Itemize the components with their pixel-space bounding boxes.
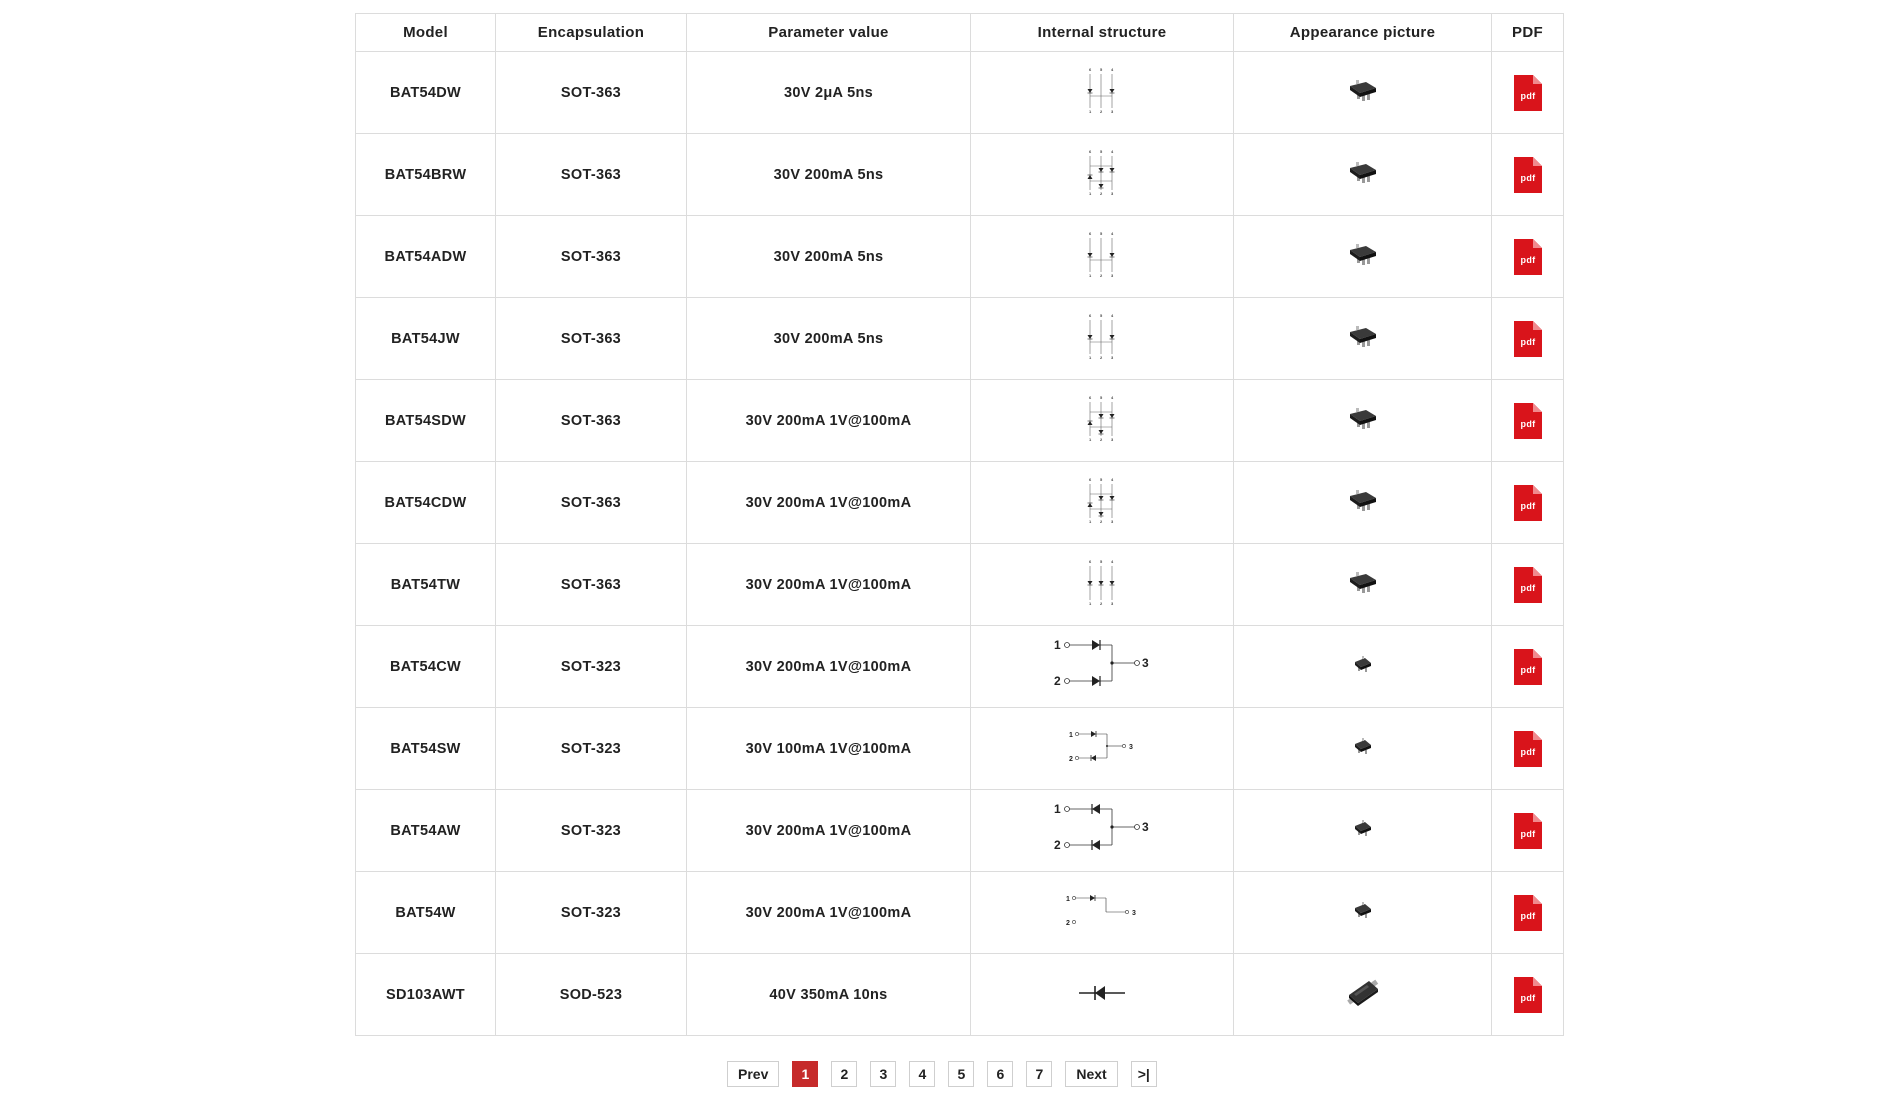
- page-button-6[interactable]: 6: [987, 1061, 1013, 1087]
- encapsulation-value: SOT-363: [560, 576, 622, 593]
- model-value: BAT54TW: [390, 576, 461, 593]
- pdf-cell: [1492, 708, 1564, 790]
- parameter-cell: [687, 790, 971, 872]
- svg-text:3: 3: [1111, 272, 1114, 278]
- svg-text:4: 4: [1111, 394, 1114, 400]
- svg-text:5: 5: [1100, 476, 1103, 482]
- pdf-download-icon[interactable]: [1514, 239, 1542, 275]
- sot363-chip-icon: [1348, 324, 1378, 354]
- parameter-value: 30V 200mA 5ns: [773, 330, 884, 347]
- dual-diode-schematic-icon: [1086, 312, 1118, 366]
- svg-text:4: 4: [1111, 230, 1114, 236]
- parameter-cell: [687, 954, 971, 1036]
- parameter-cell: [687, 52, 971, 134]
- parameter-value: 30V 200mA 5ns: [773, 166, 884, 183]
- table-row: [356, 954, 1564, 1036]
- pdf-download-icon[interactable]: [1514, 895, 1542, 931]
- parameter-value: 30V 200mA 1V@100mA: [745, 494, 912, 511]
- svg-text:6: 6: [1089, 148, 1092, 154]
- svg-text:pdf: pdf: [1520, 336, 1535, 347]
- svg-text:3: 3: [1111, 518, 1114, 524]
- table-row: [356, 298, 1564, 380]
- prev-page-button[interactable]: Prev: [727, 1061, 779, 1087]
- parameter-value: 30V 200mA 1V@100mA: [745, 822, 912, 839]
- single-diode-schematic-icon: [1064, 893, 1140, 933]
- appearance-cell: [1234, 134, 1492, 216]
- svg-text:1: 1: [1089, 272, 1092, 278]
- svg-text:5: 5: [1100, 312, 1103, 318]
- pdf-download-icon[interactable]: [1514, 321, 1542, 357]
- table-row: [356, 462, 1564, 544]
- page-button-2[interactable]: 2: [831, 1061, 857, 1087]
- pdf-cell: [1492, 216, 1564, 298]
- svg-text:3: 3: [1111, 354, 1114, 360]
- table-row: [356, 134, 1564, 216]
- model-value: SD103AWT: [386, 986, 465, 1003]
- encapsulation-value: SOT-323: [560, 740, 622, 757]
- svg-text:6: 6: [1089, 394, 1092, 400]
- triple-diode-schematic-icon: [1086, 558, 1118, 612]
- structure-cell: [971, 790, 1234, 872]
- header-pdf: PDF: [1492, 14, 1564, 52]
- svg-text:4: 4: [1111, 66, 1114, 72]
- svg-text:1: 1: [1054, 802, 1061, 816]
- parameter-cell: [687, 298, 971, 380]
- pdf-cell: [1492, 298, 1564, 380]
- model-cell: [356, 216, 496, 298]
- encapsulation-value: SOT-363: [560, 166, 622, 183]
- parameter-cell: [687, 380, 971, 462]
- sot363-chip-icon: [1348, 570, 1378, 600]
- appearance-cell: [1234, 462, 1492, 544]
- structure-cell: [971, 954, 1234, 1036]
- sot323-chip-icon: [1353, 902, 1373, 924]
- parameter-value: 30V 200mA 1V@100mA: [745, 658, 912, 675]
- encapsulation-cell: [496, 462, 687, 544]
- structure-cell: [971, 708, 1234, 790]
- svg-text:2: 2: [1100, 108, 1103, 114]
- header-appearance-picture: Appearance picture: [1234, 14, 1492, 52]
- svg-text:pdf: pdf: [1520, 910, 1535, 921]
- svg-text:pdf: pdf: [1520, 664, 1535, 675]
- svg-text:3: 3: [1142, 819, 1149, 834]
- encapsulation-value: SOT-363: [560, 494, 622, 511]
- pdf-download-icon[interactable]: [1514, 75, 1542, 111]
- parameter-cell: [687, 216, 971, 298]
- svg-text:2: 2: [1100, 272, 1103, 278]
- encapsulation-value: SOT-363: [560, 412, 622, 429]
- model-value: BAT54CW: [389, 658, 462, 675]
- encapsulation-value: SOT-363: [560, 248, 622, 265]
- svg-text:4: 4: [1111, 312, 1114, 318]
- pdf-cell: [1492, 134, 1564, 216]
- structure-cell: [971, 216, 1234, 298]
- encapsulation-cell: [496, 52, 687, 134]
- model-value: BAT54AW: [390, 822, 461, 839]
- structure-cell: [971, 298, 1234, 380]
- model-value: BAT54BRW: [384, 166, 467, 183]
- parameter-value: 40V 350mA 10ns: [769, 986, 888, 1003]
- svg-text:6: 6: [1089, 230, 1092, 236]
- common-anode-schematic-icon: [1052, 803, 1152, 859]
- series-diode-schematic-icon: [1067, 729, 1137, 769]
- header-parameter-value: Parameter value: [687, 14, 971, 52]
- pdf-download-icon[interactable]: [1514, 485, 1542, 521]
- pdf-download-icon[interactable]: [1514, 731, 1542, 767]
- svg-text:1: 1: [1089, 436, 1092, 442]
- svg-text:2: 2: [1100, 190, 1103, 196]
- appearance-cell: [1234, 708, 1492, 790]
- pdf-download-icon[interactable]: [1514, 813, 1542, 849]
- pdf-cell: [1492, 872, 1564, 954]
- svg-text:6: 6: [1089, 66, 1092, 72]
- pdf-download-icon[interactable]: [1514, 157, 1542, 193]
- next-page-button[interactable]: Next: [1065, 1061, 1117, 1087]
- structure-cell: [971, 544, 1234, 626]
- svg-text:3: 3: [1111, 108, 1114, 114]
- appearance-cell: [1234, 626, 1492, 708]
- pdf-download-icon[interactable]: [1514, 649, 1542, 685]
- sot323-chip-icon: [1353, 738, 1373, 760]
- table-row: [356, 380, 1564, 462]
- svg-text:6: 6: [1089, 476, 1092, 482]
- svg-text:5: 5: [1100, 66, 1103, 72]
- pdf-download-icon[interactable]: [1514, 403, 1542, 439]
- svg-text:pdf: pdf: [1520, 90, 1535, 101]
- svg-text:5: 5: [1100, 394, 1103, 400]
- table-header-row: [356, 14, 1564, 52]
- svg-text:2: 2: [1100, 600, 1103, 606]
- svg-text:pdf: pdf: [1520, 746, 1535, 757]
- encapsulation-value: SOD-523: [559, 986, 623, 1003]
- svg-text:pdf: pdf: [1520, 500, 1535, 511]
- svg-text:5: 5: [1100, 558, 1103, 564]
- model-cell: [356, 134, 496, 216]
- svg-text:2: 2: [1054, 673, 1061, 688]
- parameter-value: 30V 200mA 1V@100mA: [745, 412, 912, 429]
- page-button-5[interactable]: 5: [948, 1061, 974, 1087]
- model-cell: [356, 462, 496, 544]
- model-cell: [356, 544, 496, 626]
- table-row: [356, 216, 1564, 298]
- sot363-chip-icon: [1348, 160, 1378, 190]
- model-cell: [356, 708, 496, 790]
- pdf-cell: [1492, 380, 1564, 462]
- svg-text:4: 4: [1111, 558, 1114, 564]
- pdf-download-icon[interactable]: [1514, 567, 1542, 603]
- encapsulation-value: SOT-363: [560, 84, 622, 101]
- svg-text:6: 6: [1089, 312, 1092, 318]
- table-row: [356, 872, 1564, 954]
- pdf-cell: [1492, 626, 1564, 708]
- svg-text:1: 1: [1054, 638, 1061, 652]
- svg-text:1: 1: [1069, 731, 1074, 739]
- table-row: [356, 790, 1564, 872]
- encapsulation-value: SOT-363: [560, 330, 622, 347]
- structure-cell: [971, 52, 1234, 134]
- svg-text:pdf: pdf: [1520, 992, 1535, 1003]
- svg-text:1: 1: [1089, 190, 1092, 196]
- encapsulation-cell: [496, 626, 687, 708]
- model-cell: [356, 298, 496, 380]
- parameter-value: 30V 2μA 5ns: [783, 84, 873, 101]
- svg-text:2: 2: [1066, 919, 1071, 927]
- page-button-1[interactable]: 1: [792, 1061, 818, 1087]
- pdf-download-icon[interactable]: [1514, 977, 1542, 1013]
- svg-text:3: 3: [1132, 909, 1137, 917]
- model-cell: [356, 380, 496, 462]
- sot363-chip-icon: [1348, 406, 1378, 436]
- sot323-chip-icon: [1353, 656, 1373, 678]
- pdf-cell: [1492, 790, 1564, 872]
- parameter-value: 30V 100mA 1V@100mA: [745, 740, 912, 757]
- encapsulation-value: SOT-323: [560, 658, 622, 675]
- svg-text:3: 3: [1111, 190, 1114, 196]
- parameter-value: 30V 200mA 5ns: [773, 248, 884, 265]
- encapsulation-cell: [496, 708, 687, 790]
- header-internal-structure: Internal structure: [971, 14, 1234, 52]
- parameter-cell: [687, 544, 971, 626]
- page-button-7[interactable]: 7: [1026, 1061, 1052, 1087]
- encapsulation-value: SOT-323: [560, 822, 622, 839]
- bridge-diode-schematic-icon: [1086, 394, 1118, 448]
- common-cathode-schematic-icon: [1052, 639, 1152, 695]
- model-value: BAT54DW: [389, 84, 462, 101]
- appearance-cell: [1234, 544, 1492, 626]
- parameter-value: 30V 200mA 1V@100mA: [745, 576, 912, 593]
- header-model: Model: [356, 14, 496, 52]
- product-table: [355, 13, 1564, 1036]
- svg-text:2: 2: [1054, 837, 1061, 852]
- pagination: [727, 1060, 1157, 1088]
- encapsulation-cell: [496, 216, 687, 298]
- table-row: [356, 708, 1564, 790]
- appearance-cell: [1234, 954, 1492, 1036]
- appearance-cell: [1234, 380, 1492, 462]
- appearance-cell: [1234, 872, 1492, 954]
- svg-text:2: 2: [1100, 354, 1103, 360]
- bridge-diode-schematic-icon: [1086, 148, 1118, 202]
- svg-text:1: 1: [1066, 895, 1071, 903]
- svg-text:pdf: pdf: [1520, 828, 1535, 839]
- appearance-cell: [1234, 216, 1492, 298]
- parameter-cell: [687, 708, 971, 790]
- structure-cell: [971, 872, 1234, 954]
- model-cell: [356, 872, 496, 954]
- table-row: [356, 544, 1564, 626]
- parameter-value: 30V 200mA 1V@100mA: [745, 904, 912, 921]
- pdf-cell: [1492, 52, 1564, 134]
- svg-text:5: 5: [1100, 230, 1103, 236]
- sod523-chip-icon: [1345, 977, 1381, 1013]
- svg-text:2: 2: [1100, 436, 1103, 442]
- model-value: BAT54SW: [390, 740, 461, 757]
- dual-diode-schematic-icon: [1086, 66, 1118, 120]
- svg-text:4: 4: [1111, 148, 1114, 154]
- svg-text:6: 6: [1089, 558, 1092, 564]
- structure-cell: [971, 462, 1234, 544]
- table-row: [356, 52, 1564, 134]
- structure-cell: [971, 134, 1234, 216]
- encapsulation-cell: [496, 872, 687, 954]
- model-cell: [356, 954, 496, 1036]
- model-value: BAT54CDW: [384, 494, 467, 511]
- encapsulation-cell: [496, 954, 687, 1036]
- svg-text:3: 3: [1142, 655, 1149, 670]
- model-value: BAT54JW: [391, 330, 460, 347]
- parameter-cell: [687, 872, 971, 954]
- encapsulation-cell: [496, 790, 687, 872]
- svg-text:3: 3: [1111, 600, 1114, 606]
- appearance-cell: [1234, 790, 1492, 872]
- svg-text:2: 2: [1069, 755, 1074, 763]
- dual-diode-schematic-icon: [1086, 230, 1118, 284]
- sot323-chip-icon: [1353, 820, 1373, 842]
- svg-text:1: 1: [1089, 108, 1092, 114]
- svg-text:pdf: pdf: [1520, 254, 1535, 265]
- structure-cell: [971, 380, 1234, 462]
- appearance-cell: [1234, 298, 1492, 380]
- last-page-button[interactable]: >|: [1131, 1061, 1157, 1087]
- svg-text:2: 2: [1100, 518, 1103, 524]
- svg-text:pdf: pdf: [1520, 418, 1535, 429]
- svg-text:3: 3: [1111, 436, 1114, 442]
- encapsulation-cell: [496, 134, 687, 216]
- sot363-chip-icon: [1348, 78, 1378, 108]
- model-value: BAT54SDW: [384, 412, 467, 429]
- encapsulation-value: SOT-323: [560, 904, 622, 921]
- encapsulation-cell: [496, 298, 687, 380]
- page-button-4[interactable]: 4: [909, 1061, 935, 1087]
- pdf-cell: [1492, 544, 1564, 626]
- svg-text:3: 3: [1129, 743, 1134, 751]
- page-button-3[interactable]: 3: [870, 1061, 896, 1087]
- svg-text:pdf: pdf: [1520, 172, 1535, 183]
- encapsulation-cell: [496, 380, 687, 462]
- svg-text:pdf: pdf: [1520, 582, 1535, 593]
- parameter-cell: [687, 462, 971, 544]
- sot363-chip-icon: [1348, 242, 1378, 272]
- parameter-cell: [687, 134, 971, 216]
- pdf-cell: [1492, 462, 1564, 544]
- model-value: BAT54W: [395, 904, 456, 921]
- svg-text:1: 1: [1089, 518, 1092, 524]
- model-cell: [356, 790, 496, 872]
- header-encapsulation: Encapsulation: [496, 14, 687, 52]
- svg-text:1: 1: [1089, 354, 1092, 360]
- diode-symbol-icon: [1079, 983, 1125, 1007]
- svg-text:5: 5: [1100, 148, 1103, 154]
- structure-cell: [971, 626, 1234, 708]
- encapsulation-cell: [496, 544, 687, 626]
- sot363-chip-icon: [1348, 488, 1378, 518]
- parameter-cell: [687, 626, 971, 708]
- pdf-cell: [1492, 954, 1564, 1036]
- model-cell: [356, 52, 496, 134]
- model-cell: [356, 626, 496, 708]
- svg-text:1: 1: [1089, 600, 1092, 606]
- model-value: BAT54ADW: [384, 248, 467, 265]
- table-row: [356, 626, 1564, 708]
- bridge-diode-schematic-icon: [1086, 476, 1118, 530]
- svg-text:4: 4: [1111, 476, 1114, 482]
- appearance-cell: [1234, 52, 1492, 134]
